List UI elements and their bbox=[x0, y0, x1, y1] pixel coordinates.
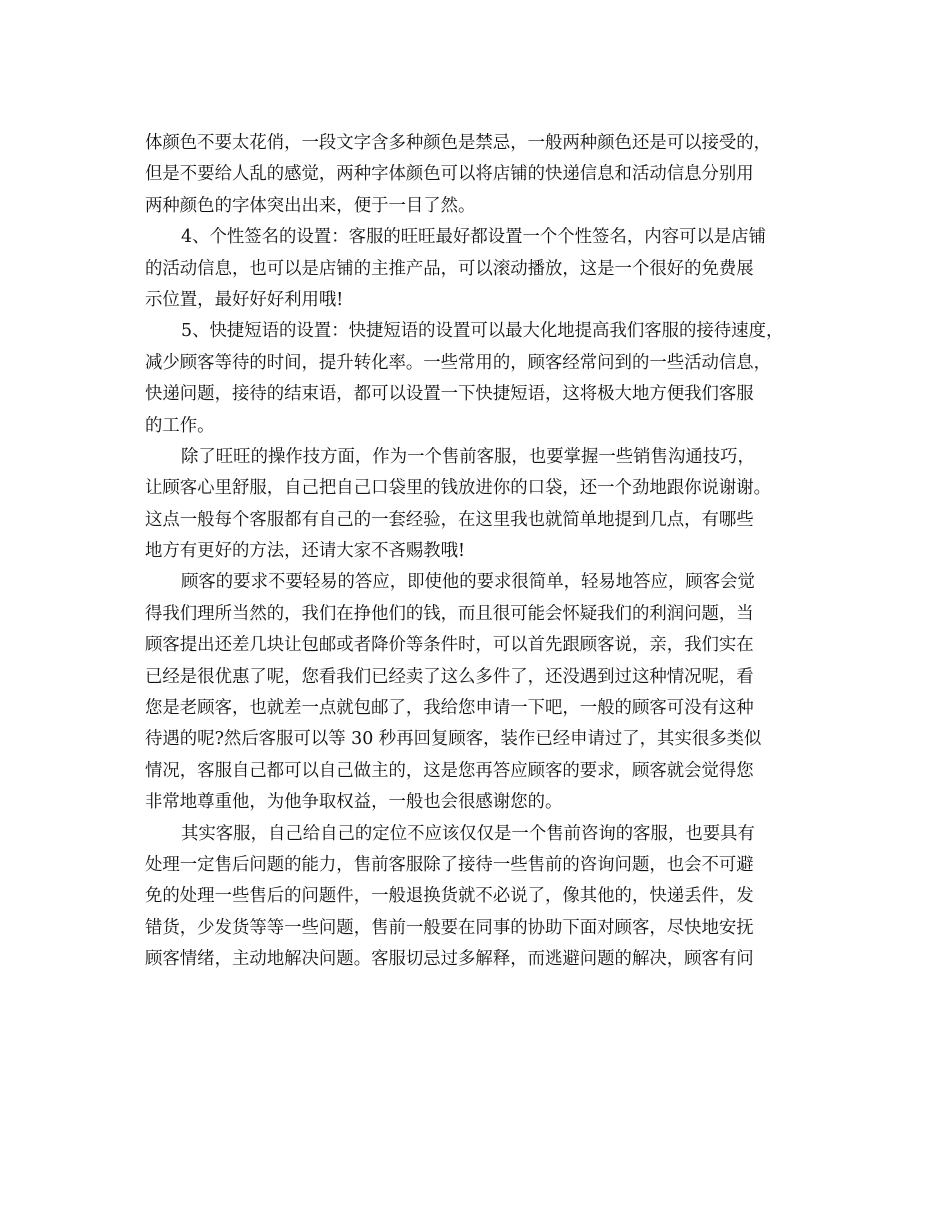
text-line: 顾客情绪，主动地解决问题。客服切忌过多解释，而逃避问题的解决，顾客有问 bbox=[145, 949, 754, 970]
text-line: 但是不要给人乱的感觉，两种字体颜色可以将店铺的快递信息和活动信息分别用 bbox=[145, 164, 754, 185]
text-line: 让顾客心里舒服，自己把自己口袋里的钱放进你的口袋，还一个劲地跟你说谢谢。 bbox=[145, 478, 772, 499]
text-line: 错货，少发货等等一些问题，售前一般要在同事的协助下面对顾客，尽快地安抚 bbox=[145, 917, 754, 938]
text-line: 顾客提出还差几块让包邮或者降价等条件时，可以首先跟顾客说，亲，我们实在 bbox=[145, 635, 754, 656]
text-line: 顾客的要求不要轻易的答应，即使他的要求很简单，轻易地答应，顾客会觉 bbox=[181, 572, 755, 593]
text-line: 已经是很优惠了呢，您看我们已经卖了这么多件了，还没遇到过这种情况呢，看 bbox=[145, 666, 754, 687]
text-line: 5、快捷短语的设置：快捷短语的设置可以最大化地提高我们客服的接待速度， bbox=[181, 321, 784, 342]
text-line: 非常地尊重他，为他争取权益，一般也会很感谢您的。 bbox=[145, 792, 563, 813]
text-line: 体颜色不要太花俏，一段文字含多种颜色是禁忌，一般两种颜色还是可以接受的， bbox=[145, 133, 772, 153]
text-line: 的活动信息，也可以是店铺的主推产品，可以滚动播放，这是一个很好的免费展 bbox=[145, 258, 754, 279]
text-line: 两种颜色的字体突出出来，便于一目了然。 bbox=[145, 195, 476, 216]
text-line: 处理一定售后问题的能力，售前客服除了接待一些售前的咨询问题，也会不可避 bbox=[145, 854, 754, 875]
text-line: 快递问题，接待的结束语，都可以设置一下快捷短语，这将极大地方便我们客服 bbox=[145, 384, 754, 405]
text-line: 减少顾客等待的时间，提升转化率。一些常用的，顾客经常问到的一些活动信息， bbox=[145, 352, 772, 373]
body-text bbox=[145, 128, 815, 976]
text-line: 情况，客服自己都可以自己做主的，这是您再答应顾客的要求，顾客就会觉得您 bbox=[145, 760, 754, 781]
text-line: 其实客服，自己给自己的定位不应该仅仅是一个售前咨询的客服，也要具有 bbox=[181, 823, 755, 844]
text-line: 示位置，最好好好利用哦! bbox=[145, 289, 344, 310]
text-line: 免的处理一些售后的问题件，一般退换货就不必说了，像其他的，快递丢件，发 bbox=[145, 886, 754, 907]
text-line: 地方有更好的方法，还请大家不吝赐教哦! bbox=[145, 541, 466, 562]
text-line: 4、个性签名的设置：客服的旺旺最好都设置一个个性签名，内容可以是店铺 bbox=[181, 227, 766, 248]
text-line: 除了旺旺的操作技方面，作为一个售前客服，也要掌握一些销售沟通技巧， bbox=[181, 446, 755, 467]
text-line: 这点一般每个客服都有自己的一套经验，在这里我也就简单地提到几点，有哪些 bbox=[145, 509, 754, 530]
text-line: 的工作。 bbox=[145, 415, 215, 436]
text-line: 待遇的呢?然后客服可以等 30 秒再回复顾客，装作已经申请过了，其实很多类似 bbox=[145, 729, 762, 750]
text-line: 您是老顾客，也就差一点就包邮了，我给您申请一下吧，一般的顾客可没有这种 bbox=[145, 698, 754, 719]
text-line: 得我们理所当然的，我们在挣他们的钱，而且很可能会怀疑我们的利润问题，当 bbox=[145, 603, 754, 624]
